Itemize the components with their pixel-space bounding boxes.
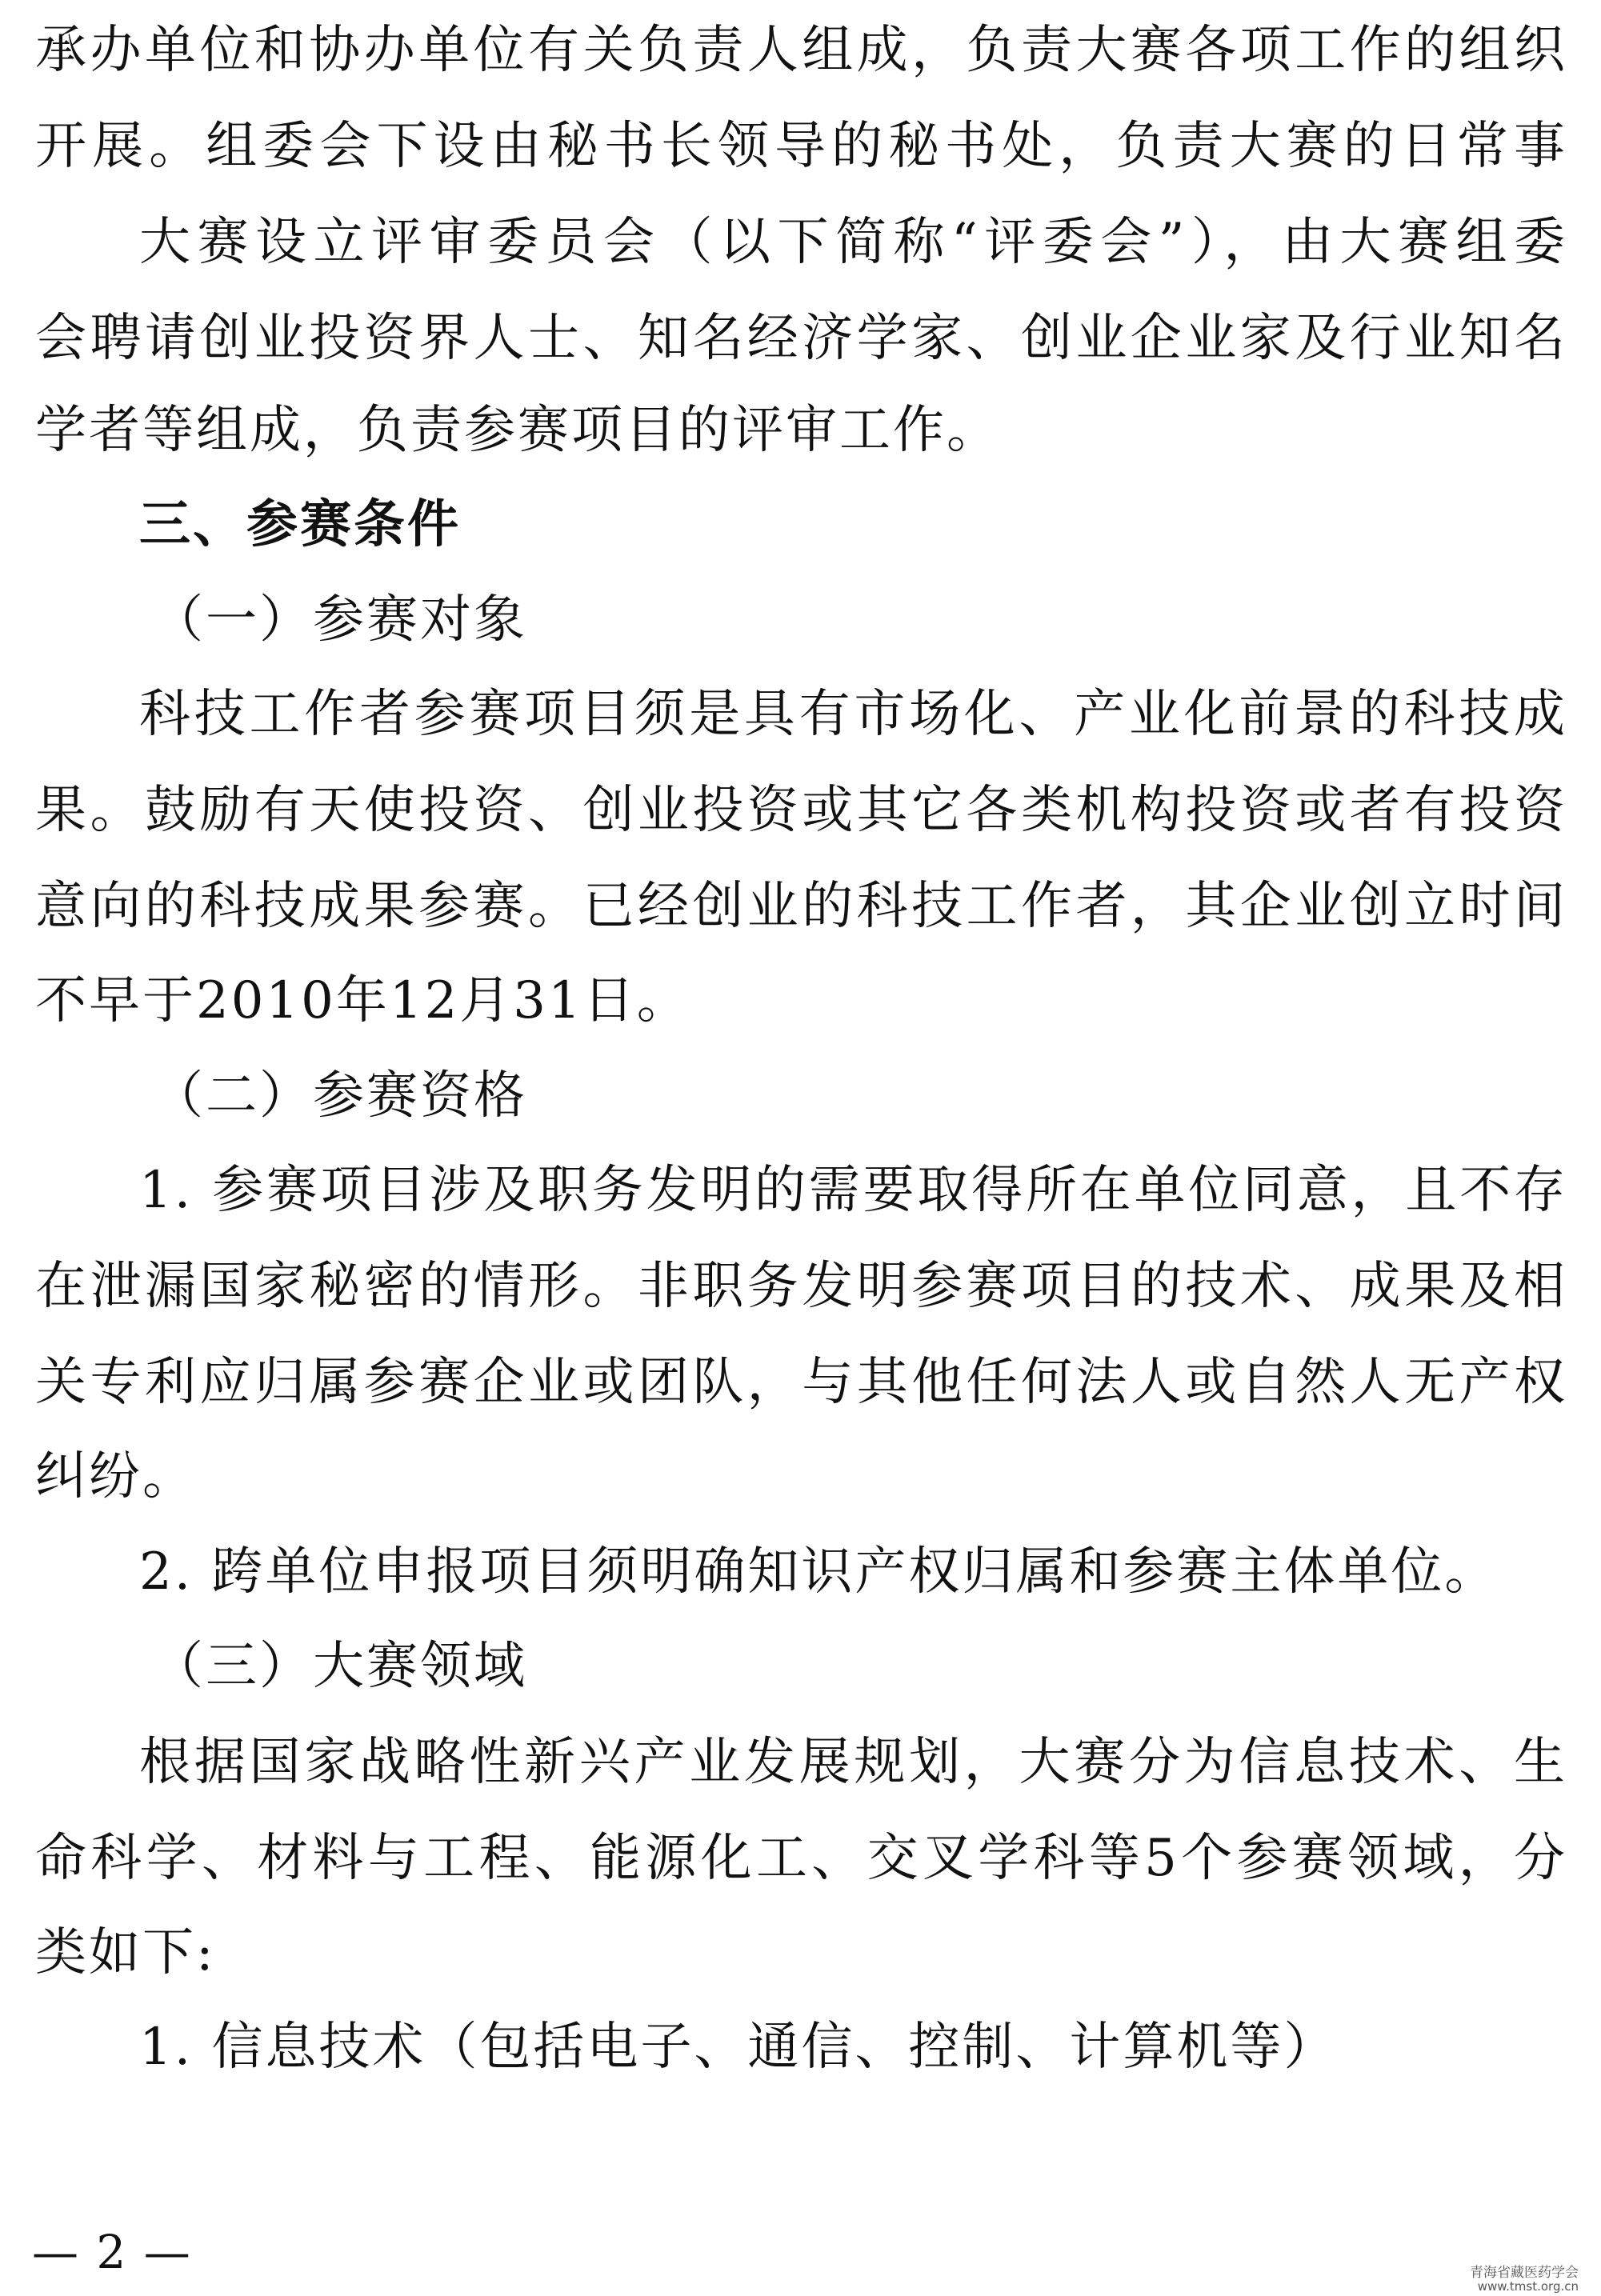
- text-line: 不早于2010年12月31日。: [35, 971, 690, 1030]
- subsection-heading: （二）参赛资格: [152, 1066, 527, 1126]
- text-line: 果。鼓励有天使投资、创业投资或其它各类机构投资或者有投资: [35, 781, 1567, 840]
- text-line: 会聘请创业投资界人士、知名经济学家、创业企业家及行业知名: [35, 309, 1567, 368]
- watermark: [1470, 2266, 1579, 2293]
- text-line: 类如下:: [35, 1923, 216, 1982]
- page-number: — 2 —: [32, 2225, 192, 2279]
- text-line: 开展。组委会下设由秘书长领导的秘书处，负责大赛的日常事: [35, 117, 1567, 176]
- text-line: 承办单位和协办单位有关负责人组成，负责大赛各项工作的组织: [35, 21, 1567, 80]
- watermark-org-name: 青海省藏医药学会: [1470, 2265, 1579, 2281]
- text-line: 关专利应归属参赛企业或团队，与其他任何法人或自然人无产权: [35, 1353, 1567, 1412]
- subsection-heading: （三）大赛领域: [152, 1637, 527, 1696]
- text-line: 在泄漏国家秘密的情形。非职务发明参赛项目的技术、成果及相: [35, 1257, 1567, 1316]
- text-line: 2. 跨单位申报项目须明确知识产权归属和参赛主体单位。: [139, 1542, 1499, 1602]
- section-heading: 三、参赛条件: [139, 495, 461, 554]
- text-line: 命科学、材料与工程、能源化工、交叉学科等5个参赛领域，分: [35, 1829, 1567, 1888]
- subsection-heading: （一）参赛对象: [152, 590, 527, 650]
- text-line: 根据国家战略性新兴产业发展规划，大赛分为信息技术、生: [139, 1733, 1567, 1792]
- text-line: 1. 信息技术（包括电子、通信、控制、计算机等）: [139, 2018, 1338, 2077]
- text-line: 意向的科技成果参赛。已经创业的科技工作者，其企业创立时间: [35, 877, 1567, 936]
- text-line: 1. 参赛项目涉及职务发明的需要取得所在单位同意，且不存: [139, 1161, 1567, 1220]
- watermark-url: www.tmst.org.cn: [1477, 2279, 1579, 2294]
- text-line: 学者等组成，负责参赛项目的评审工作。: [35, 401, 1000, 460]
- text-line: 科技工作者参赛项目须是具有市场化、产业化前景的科技成: [139, 685, 1567, 744]
- text-line: 大赛设立评审委员会（以下简称“评委会”），由大赛组委: [139, 213, 1567, 272]
- text-line: 纠纷。: [35, 1447, 196, 1506]
